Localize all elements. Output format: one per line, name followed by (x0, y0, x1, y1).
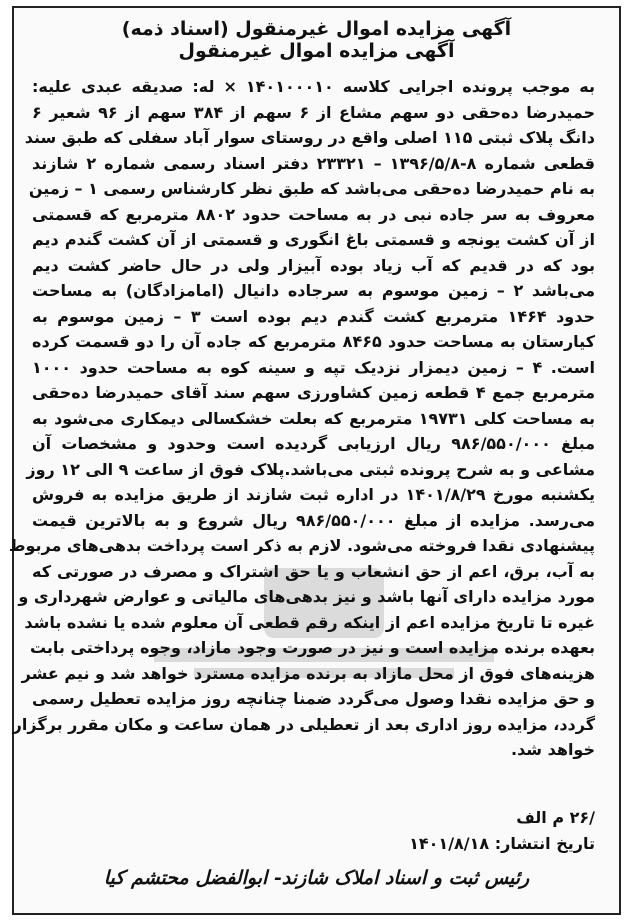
body-line: مشاعی و به شرح پرونده ثبتی می‌باشد.پلاک فوق از ساعت ۹ الی ۱۲ روز (26, 459, 595, 479)
notice-title: آگهی مزایده اموال غیرمنقول (اسناد ذمه) (121, 18, 512, 40)
notice-body (8, 74, 619, 763)
signature-line: رئیس ثبت و اسناد املاک شازند- ابوالفضل محتشم کیا (103, 867, 530, 889)
notice-frame (8, 6, 621, 915)
body-line: به مساحت کلی ۱۹۷۳۱ مترمربع که بعلت خشکسالی دیمکاری می‌شود به (32, 408, 595, 428)
body-line: به آب، برق، اعم از حق انشعاب و یا حق اشتراک و مصرف در صورتی که (32, 561, 595, 581)
notice-subtitle: آگهی مزایده اموال غیرمنقول (178, 40, 455, 62)
body-line: یکشنبه مورخ ۱۴۰۱/۸/۲۹ در اداره ثبت شازند از طریق مزایده به فروش (32, 485, 596, 504)
body-line: هزینه‌های فوق از محل مازاد به برنده مزایده مسترد خواهد شد و نیم عشر (21, 663, 595, 683)
body-line: از آن کشت یونجه و قسمتی باغ انگوری و قسمتی از آن کشت گندم دیم (32, 230, 595, 249)
body-line: حدود ۱۴۶۴ مترمربع کشت گندم دیم بوده است ۳ – زمین موسوم به (32, 306, 596, 326)
notice-code: /۲۶ م الف (516, 808, 595, 827)
body-line: بود که در قدیم که آب زیاد بوده آبیزار ولی در حال حاضر کشت دیم (32, 255, 595, 275)
body-line: مورد مزایده دارای آنها باشد و نیز بدهی‌های مالیاتی و عوارض شهرداری و (18, 587, 595, 606)
body-line: به نام حمیدرضا ده‌حقی می‌باشد که طبق نظر کارشناس رسمی ۱ – زمین (28, 179, 595, 198)
body-line: حمیدرضا ده‌حقی دو سهم مشاع از ۶ سهم از ۳۸۴ سهم از ۹۶ شعیر ۶ (32, 102, 596, 122)
body-line: می‌باشد ۲ – زمین موسوم به سرجاده دانیال (امامزادگان) به مساحت (32, 281, 596, 300)
body-line: کیارستان به مساحت حدود ۸۴۶۵ مترمربع که جاده آن را دو قسمت کرده (32, 332, 595, 351)
body-line: پیشنهادی نقدا فروخته می‌شود. لازم به ذکر است پرداخت بدهی‌های مربوط (8, 536, 595, 555)
body-line: غیره تا تاریخ مزایده اعم از اینکه رقم قطعی آن معلوم شده یا نشده باشد (24, 612, 595, 632)
body-line: خواهد شد. (510, 740, 595, 759)
body-line: می‌رسد. مزایده از مبلغ ۹۸۶/۵۵۰/۰۰۰ ریال شروع و به بالاترین قیمت (32, 510, 596, 530)
body-line: معروف به سر جاده نبی در به مساحت حدود ۸۸۰۲ مترمربع که قسمتی (32, 204, 595, 224)
body-line: بعهده برنده مزایده است و نیز در صورت وجود مازاد، وجوه پرداختی بابت (29, 638, 595, 657)
body-line: مترمربع جمع ۴ قطعه زمین کشاورزی سهم سند آقای حمیدرضا ده‌حقی (32, 383, 596, 402)
body-line: گردد، مزایده روز اداری بعد از تعطیلی در همان ساعت و مکان مقرر برگزار (12, 714, 595, 734)
notice-header (14, 18, 619, 62)
body-line: و حق مزایده نقدا وصول می‌گردد ضمنا چنانچه روز مزایده تعطیل رسمی (32, 689, 595, 708)
body-line: به موجب پرونده اجرایی کلاسه ۱۴۰۱۰۰۰۱۰ × له: صدیقه عبدی علیه: (32, 77, 596, 96)
publish-date: تاریخ انتشار: ۱۴۰۱/۸/۱۸ (409, 834, 595, 853)
body-line: است. ۴ – زمین دیمزار نزدیک تپه و سینه کوه به مساحت حدود ۱۰۰۰ (32, 357, 595, 377)
body-line: مبلغ ۹۸۶/۵۵۰/۰۰۰ ریال ارزیابی گردیده است وحدود و مشخصات آن (32, 434, 596, 453)
body-line: قطعی شماره ۸-۱۳۹۶/۵/۸ – ۲۳۳۲۱ دفتر اسناد رسمی شماره ۲ شازند (32, 153, 596, 173)
body-line: دانگ پلاک ثبتی ۱۱۵ اصلی واقع در روستای سوار آباد سفلی که طبق سند (24, 128, 595, 147)
